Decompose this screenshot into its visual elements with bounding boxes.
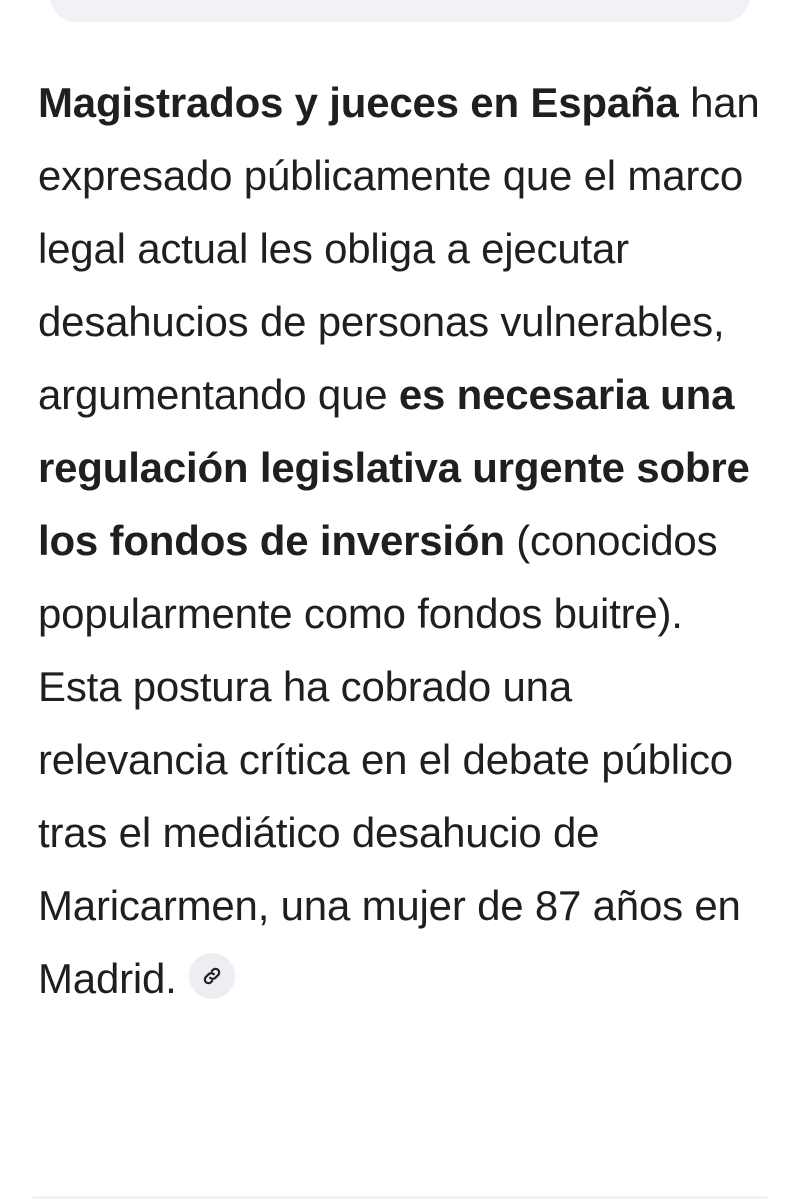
link-icon xyxy=(201,965,223,987)
source-link-button[interactable] xyxy=(189,953,235,999)
answer-text-part-2: (conocidos popularmente como fondos buitre). Esta postura ha cobrado una relevancia crítica en el debate público tras el mediático desahucio de Maricarmen, una mujer de 87 años en Madrid. xyxy=(38,517,741,1002)
answer-bold-subject: Magistrados y jueces en España xyxy=(38,79,679,126)
previous-card xyxy=(50,0,750,22)
answer-bold-regulation: es necesaria una regulación legislativa urgente sobre los fondos de inversión xyxy=(38,371,750,564)
answer-text-part-1: han expresado públicamente que el marco legal actual les obliga a ejecutar desahucios de personas vulnerables, argumentando que xyxy=(38,79,760,418)
answer-paragraph xyxy=(38,66,768,1015)
